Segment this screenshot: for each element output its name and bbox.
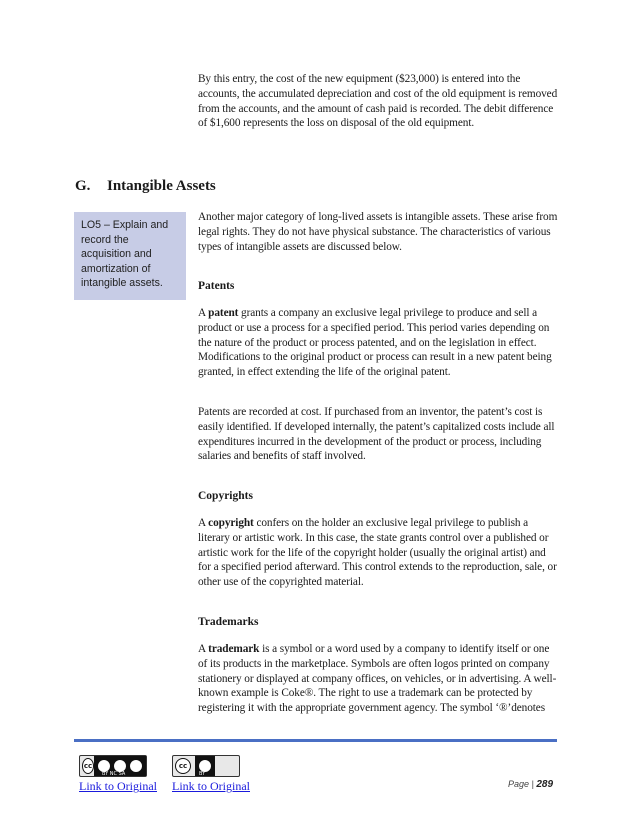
copyrights-heading: Copyrights <box>198 490 253 502</box>
link-to-original-1[interactable]: Link to Original <box>79 779 157 793</box>
learning-objective-box: LO5 – Explain and record the acquisition and amortization of intangible assets. <box>74 212 186 300</box>
patents-lead: A <box>198 307 209 319</box>
cc-logo-icon: cc <box>82 758 94 774</box>
copyrights-paragraph <box>198 516 560 590</box>
footer-rule <box>74 739 557 742</box>
trademarks-lead: A <box>198 643 209 655</box>
page-number-value: 289 <box>536 779 554 790</box>
patents-heading: Patents <box>198 280 235 292</box>
section-number: G. <box>75 178 91 194</box>
copyrights-rest: confers on the holder an exclusive legal privilege to publish a literary or artistic work. In this case, the state grants control over a published or artistic work for the life of the copyright holder (usually the original artist) and for a specified period afterward. This control extends to the reproduction, sale, or other use of the copyrighted material. <box>198 517 557 589</box>
link-to-original-2[interactable]: Link to Original <box>172 779 250 793</box>
section-title: Intangible Assets <box>107 178 216 194</box>
copyrights-lead: A <box>198 517 209 529</box>
patent-term: patent <box>208 307 239 319</box>
badge1-text: BY NC SA <box>102 771 126 777</box>
patents-paragraph-2: Patents are recorded at cost. If purchased from an inventor, the patent’s cost is easily identified. If developed internally, the patent’s capitalized costs include all expenditures incurred in the development of the product or process, including salaries and benefits of staff involved. <box>198 406 555 463</box>
trademarks-heading: Trademarks <box>198 616 259 628</box>
section-intro-paragraph: Another major category of long-lived assets is intangible assets. These arise from legal rights. They do not have physical substance. The characteristics of various types of intangible assets are discussed below. <box>198 211 558 253</box>
copyright-term: copyright <box>208 517 254 529</box>
patents-paragraph-1 <box>198 306 560 380</box>
intro-paragraph: By this entry, the cost of the new equipment ($23,000) is entered into the accounts, the accumulated depreciation and cost of the old equipment is removed from the accounts, and the amount of cash paid is recorded. The debit difference of $1,600 represents the loss on disposal of the old equipment. <box>198 73 558 130</box>
cc-logo-icon: cc <box>175 758 191 774</box>
badge2-text: BY <box>199 771 206 777</box>
trademark-term: trademark <box>208 643 260 655</box>
trademarks-paragraph <box>198 642 560 716</box>
patents-rest: grants a company an exclusive legal privilege to produce and sell a product or use a process for a specified period. This period varies depending on the nature of the product or process patented, and on the legislation in effect. Modifications to the original product or process can result in a new patent being granted, in effect extending the life of the original patent. <box>198 307 552 379</box>
page-label: Page | <box>508 779 534 789</box>
trademarks-rest: is a symbol or a word used by a company to identify itself or one of its products in the marketplace. Symbols are often logos printed on company stationery or displayed at company offices, on vehicles, or in advertising. A well-known example is Coke®. The right to use a trademark can be protected by registering it with the appropriate government agency. The symbol ‘®’denotes <box>198 643 557 715</box>
cc-by-nc-sa-badge <box>79 755 147 777</box>
page-number <box>508 779 553 790</box>
cc-by-badge <box>172 755 240 777</box>
section-heading <box>75 178 216 195</box>
